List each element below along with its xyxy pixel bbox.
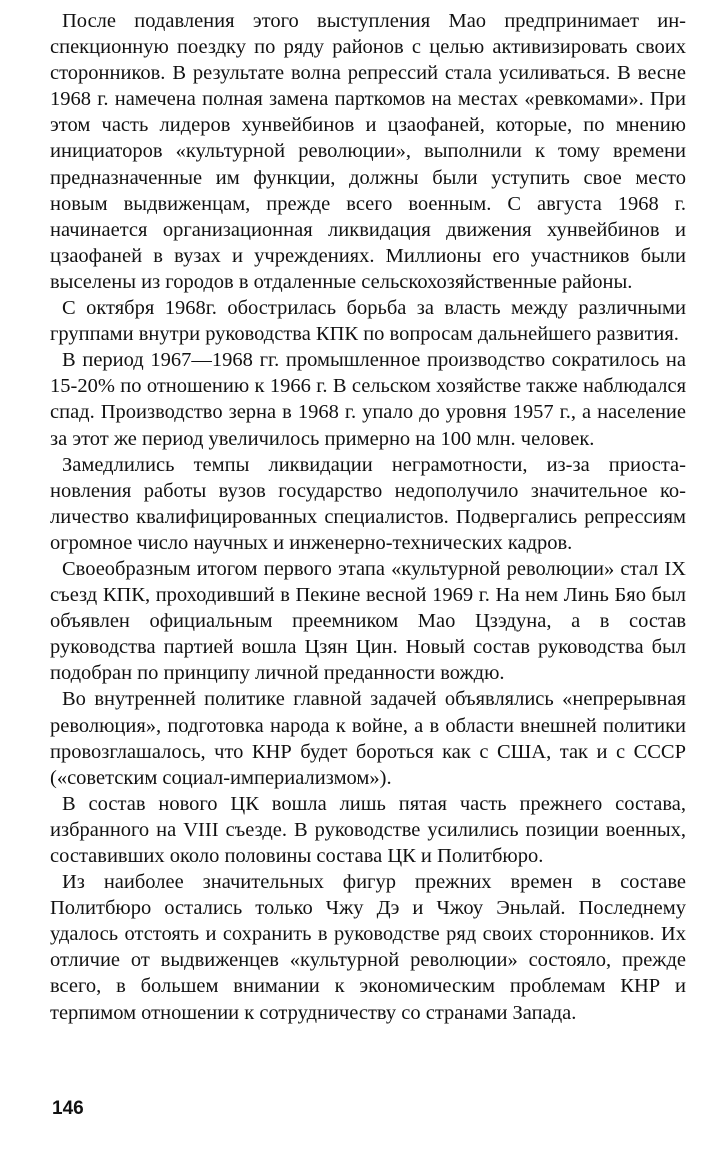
paragraph-1: После подавления этого выступления Мао предпринимает инспекционную поездку по ряду районов с целью активизировать своих сторонников. В результате волна репрессий стала усиливаться. В весне 1968 г. намечена полная замена парткомов на местах «ревкомами». При этом часть лидеров хунвейбинов и цзаофаней, которые, по мнению инициаторов «культурной революции», выполнили к тому времени предназначенные им функции, должны были уступить свое место новым выдвиженцам, прежде всего военным. С августа 1968 г. начинается организационная ликвидация движения хунвейбинов и цзаофаней в вузах и учреждениях. Миллионы его участников были выселены из городов в отдаленные сельскохозяйственные районы. (50, 10, 686, 293)
paragraph-5: Своеобразным итогом первого этапа «культурной революции» стал IX съезд КПК, проходивший в Пекине весной 1969 г. На нем Линь Бяо был объявлен официальным преемником Мао Цзэдуна, а в состав руководства партией вошла Цзян Цин. Новый состав руководства был подобран по принципу личной преданности вождю. (50, 557, 686, 685)
paragraph-8: Из наиболее значительных фигур прежних времен в составе Политбюро остались только Чжу Дэ и Чжоу Эньлай. Последнему удалось отстоять и сохранить в руководстве ряд своих сторонников. Их отличие от выдвиженцев «культурной революции» состояло, прежде всего, в большем внимании к экономическим проблемам КНР и терпимом отношении к сотрудничеству со странами Запада. (50, 871, 686, 1024)
paragraph-6: Во внутренней политике главной задачей объявлялись «непрерывная революция», подготовка народа к войне, а в области внешней политики провозглашалось, что КНР будет бороться как с США, так и с СССР («советским социал-империализмом»). (50, 688, 686, 789)
paragraph-2: С октября 1968г. обострилась борьба за власть между различными группами внутри руководства КПК по вопросам дальнейшего развития. (50, 297, 686, 346)
paragraph-7: В состав нового ЦК вошла лишь пятая часть прежнего состава, избранного на VIII съезде. В руководстве усилились позиции военных, составивших около половины состава ЦК и Политбюро. (50, 792, 686, 867)
paragraph-3: В период 1967—1968 гг. промышленное производство сократилось на 15-20% по отношению к 1966 г. В сельском хозяйстве также наблюдался спад. Производство зерна в 1968 г. упало до уровня 1957 г., а население за этот же период увеличилось примерно на 100 млн. человек. (50, 349, 686, 450)
paragraph-4: Замедлились темпы ликвидации неграмотности, из-за приостановления работы вузов государство недополучило значительное количество квалифицированных специалистов. Подвергались репрессиям огромное число научных и инженерно-технических кадров. (50, 453, 686, 554)
page-text (50, 8, 686, 1026)
page-number: 146 (52, 1098, 84, 1119)
